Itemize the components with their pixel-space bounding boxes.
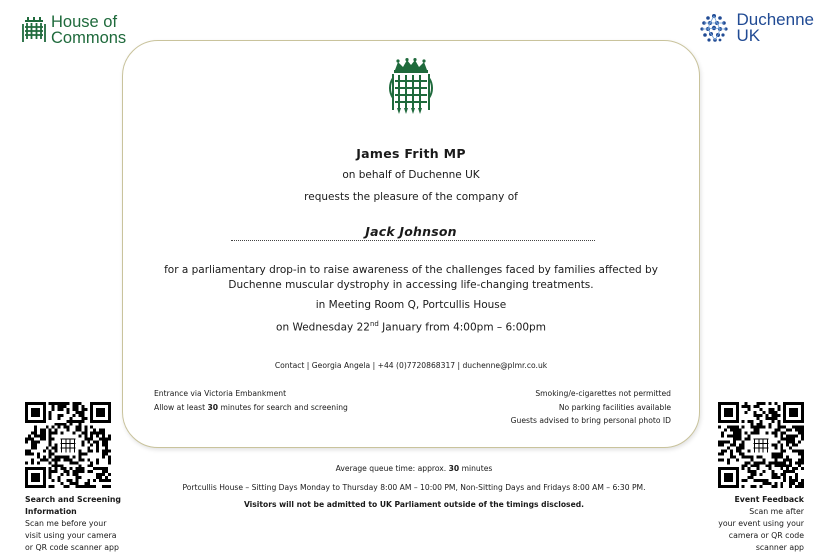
search-screening-caption [25,494,145,554]
event-feedback-text-line4: scanner app [755,543,804,552]
search-screening-text-line3: or QR code scanner app [25,543,119,552]
event-feedback-text-line3: camera or QR code [728,531,804,540]
duchenne-name-line1: Duchenne [736,10,814,29]
allow-prefix: Allow at least [154,402,208,412]
parking-rule: No parking facilities available [558,402,671,412]
on-behalf-line: on behalf of Duchenne UK [342,169,480,181]
photo-id-rule: Guests advised to bring personal photo ID [510,416,671,425]
allow-suffix: minutes for search and screening [218,402,348,412]
hoc-name-line2: Commons [51,29,127,47]
duchenne-globe-icon [698,12,730,44]
event-location: in Meeting Room Q, Portcullis House [315,299,507,311]
contact-line: Contact | Georgia Angela | +44 (0)7720868317 | duchenne@plmr.co.uk [274,361,548,370]
guest-name: Jack Johnson [365,224,457,239]
admission-warning: Visitors will not be admitted to UK Parliament outside of the timings disclosed. [243,500,585,509]
search-screening-text-line2: visit using your camera [25,531,117,540]
event-feedback-qr-code[interactable] [718,402,804,488]
guest-name-dotted-line [231,240,595,241]
search-screening-title-line1: Search and Screening [25,495,122,504]
event-feedback-title: Event Feedback [734,495,804,504]
queue-number: 30 [448,464,460,473]
event-date-suffix: nd [369,320,379,328]
smoking-rule: Smoking/e-cigarettes not permitted [535,389,671,398]
search-screening-text-line1: Scan me before your [25,519,107,528]
duchenne-name-line2: UK [736,26,761,45]
portcullis-crest-icon [389,58,433,118]
queue-time [0,464,828,473]
search-screening-title-line2: Information [25,507,77,516]
event-feedback-caption [694,494,804,554]
search-screening-qr-code[interactable] [25,402,111,488]
invitation-card [122,40,700,448]
screening-time-info [154,401,348,415]
host-name: James Frith MP [356,146,466,161]
opening-hours: Portcullis House – Sitting Days Monday to Thursday 8:00 AM – 10:00 PM, Non-Sitting Days and Fridays 8:00 AM – 6:30 PM. [182,483,646,492]
event-date-prefix: on Wednesday 22 [276,321,370,334]
entrance-info: Entrance via Victoria Embankment [154,389,287,398]
allow-number: 30 [207,402,219,412]
event-feedback-text-line1: Scan me after [749,507,804,516]
house-of-commons-logo [22,14,126,46]
queue-prefix: Average queue time: approx. [335,464,449,473]
hoc-name-line1: House of [51,13,118,31]
entry-info [154,387,348,414]
request-line: requests the pleasure of the company of [304,191,518,203]
event-date [123,320,699,334]
duchenne-uk-logo [698,12,814,44]
rules-info [511,387,671,428]
event-purpose: for a parliamentary drop-in to raise awareness of the challenges faced by families affected by Duchenne muscular dystrophy in accessing life-changing treatments. [164,264,658,291]
event-feedback-text-line2: your event using your [718,519,804,528]
event-date-rest: January from 4:00pm – 6:00pm [378,321,546,334]
queue-suffix: minutes [459,464,493,473]
portcullis-icon [22,17,46,43]
